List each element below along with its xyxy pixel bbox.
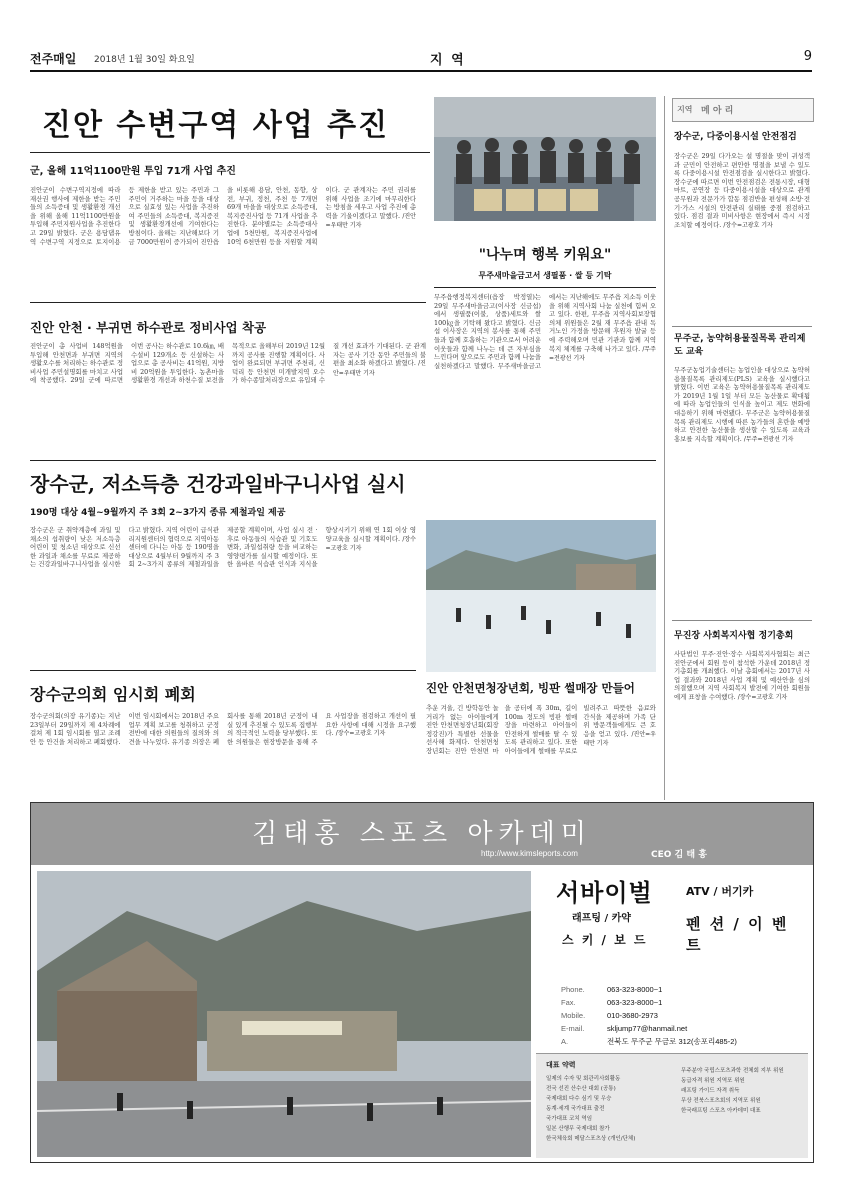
sidebar-item-2-title: 무주군, 농약허용물질목록 관리제도 교육 <box>674 334 806 357</box>
ad-history-item: 일본 산행무 국제대회 참가 <box>546 1126 610 1132</box>
ad-history-item: 무주분야 국립스포츠과학 전체회 지부 위원 <box>681 1068 784 1074</box>
ad-contact-label: Phone. <box>561 985 585 994</box>
ad-history-item: 한국체육회 메달스포츠상 (개인/단체) <box>546 1136 636 1142</box>
photo1-caption-title: "나누며 행복 키워요" <box>478 247 612 263</box>
photo2-body <box>426 704 656 794</box>
article3-byline: /장수=고광호 기자 <box>325 535 416 553</box>
ad-contact-label: Mobile. <box>561 1011 586 1020</box>
article1-headline: 진안 수변구역 사업 추진 <box>42 108 390 143</box>
ad-history-item: 동급자격 위원 지역포 위원 <box>681 1078 745 1084</box>
article4-headline: 장수군의회 임시회 폐회 <box>30 685 196 704</box>
advertisement <box>30 802 814 1163</box>
newspaper-name: 전주매일 <box>30 52 77 66</box>
article2-headline: 진안 안천 · 부귀면 하수관로 정비사업 착공 <box>30 320 267 335</box>
ad-ski: 스 키 / 보 드 <box>562 933 648 947</box>
ad-contact-row <box>561 1029 806 1046</box>
divider <box>30 670 416 671</box>
sidebar-item-3-text: 사단법인 무주·진안·장수 사회복지사협회는 최근 진안군에서 회원 등이 참석한 가운데 2018년 정기총회를 개최했다. 이날 총회에서는 2017년 사업 결과와 2018년 사업 계획 및 예산안을 심의 의결했으며 지역 사회복지 발전에 기여한 회원들에게 표창을 수여했다. <box>674 650 810 701</box>
ad-history-right <box>681 1066 806 1116</box>
ad-history-item: 일제의 수자 및 회관리사회활동 <box>546 1076 621 1082</box>
sidebar-item-1-body <box>674 152 810 322</box>
ad-atv: ATV / 버기카 <box>686 885 754 898</box>
ad-history-item: 동계·세계 국가대표 출전 <box>546 1106 605 1112</box>
sidebar-tag: 지역 <box>677 105 693 114</box>
ad-contacts <box>561 977 806 1046</box>
article1-text: 진안군이 수변구역지정에 따라 재산권 행사에 제한을 받는 주민들의 소득증대 및 생활환경 개선을 위해 올해 11억1100만원을 투입해 주민지원사업을 추진한다고 29일 밝혔다. 군은 용담댐유역 수변구역 지정으로 토지이용 등 제한을 받고 있는 주민과 그 주민이 거주하는 마을 등을 대상으로 실효성 있는 사업을 추진하여 주민들의 소득증대, 복지증진 및 생활환경개선에 기여한다는 방침이다. 올해는 지난해보다 기금 7000만원이 증가되어 진안읍을 비롯해 용담, 안천, 동향, 상전, 부귀, 정천, 주천 등 7개면 69개 마을을 대상으로 소득증대, 복지증진사업 등 71개 사업을 추진한다. 분야별로는 소득증대사업에 5천만원, 복지증진사업에 10억 6천만원 등을 지원할 계획이다. 군 관계자는 주민 권리를 위해 사업을 조기에 마무리한다는 방침을 세우고 사업 추진에 총력을 기울이겠다고 말했다. <box>30 186 416 246</box>
ad-contact-row <box>561 1016 806 1033</box>
ad-title: 김태홍 스포츠 아카데미 <box>252 819 592 849</box>
ad-brand: 서바이벌 <box>556 879 653 907</box>
divider <box>30 460 656 461</box>
ad-contact-row <box>561 990 806 1007</box>
donation-group-photo <box>434 97 656 221</box>
sidebar-item-1-title: 장수군, 다중이용시설 안전점검 <box>674 132 797 142</box>
sidebar-item-1-byline: /장수=고광호 기자 <box>723 221 773 229</box>
sled-rink-photo <box>426 520 656 672</box>
ad-history-title: 대표 약력 <box>546 1061 576 1069</box>
sidebar-tag-title: 메 아 리 <box>701 106 734 116</box>
article4-byline: /장수=고광호 기자 <box>335 730 386 738</box>
ad-contact-row <box>561 1003 806 1020</box>
column-divider <box>664 96 665 800</box>
ad-contact-label: E-mail. <box>561 1024 585 1033</box>
photo1-text: 무주읍행정복지센터(읍장 박정열)는 29일 무주새마을금고(이사장 신금섭)에서 생필품(이불, 상품)세트와 쌀 100㎏을 기탁해 왔다고 밝혔다. 신금섭 이사장은 지역의 봉사를 통해 주민들과 함께 호흡하는 기관으로서 어려운 이웃들과 함께 나누는 데 큰 자부심을 느낀다며 앞으로도 주민과 함께 나눔을 실천하겠다고 말했다. 무주새마을금고에서는 지난해에도 무주읍 지소득 이웃을 위해 지역사회 나눔 실천에 힘써 오고 있다. 한편, 무주읍 지역사회보장협의체 위원들은 2월 재 무주읍 관내 독거노인 가정을 방문해 후원자 발굴 등에 주력해오며 민관 기관과 함께 지역 복지 체계를 구축해 나가고 있다. <box>434 293 656 370</box>
ad-brand-sub: 래프팅 / 카약 <box>572 913 631 924</box>
divider <box>434 287 656 288</box>
ad-contact-value: 전북도 무주군 무금로 312(송포리485-2) <box>607 1037 737 1046</box>
issue-date: 2018년 1월 30일 화요일 <box>94 55 195 65</box>
article3-headline: 장수군, 저소득층 건강과일바구니사업 실시 <box>30 472 406 496</box>
ad-contact-value: skljump77@hanmail.net <box>607 1024 688 1033</box>
article2-text: 진안군이 총 사업비 148억원을 투입해 안천면과 부귀면 지역의 생활오수를 처리하는 하수관로 정비사업 주민설명회를 마치고 사업에 착공했다. 29일 군에 따르면 이번 공사는 하수관로 10.6㎞, 배수설비 129개소 등 신설하는 사업으로 총 공사비는 41억원, 지방비 20억원을 투입한다. 농촌마을 생활환경 개선과 하천수질 보전을 목적으로 올해부터 2019년 12월까지 공사를 진행할 계획이다. 사업이 완료되면 부귀면 주천리, 신덕리 등 안천면 미개발지역 오수가 하수종말처리장으로 유입돼 수질 개선 효과가 기대된다. 군 관계자는 공사 기간 동안 주민들의 불편을 최소화 하겠다고 밝혔다. <box>30 342 426 385</box>
page-header <box>30 48 812 72</box>
article1-byline: /진안=우태만 기자 <box>325 212 416 230</box>
article4-text: 장수군의회(의장 유기종)는 지난 23일부터 29일까지 제 4차례에 걸쳐 제 1회 임시회를 열고 조례안 등 안건을 처리하고 폐회했다. 이번 임시회에서는 2018년 주요업무 계획 보고를 청취하고 군정 전반에 대한 의원들의 질의와 의견을 나누었다. 유기종 의장은 폐회사를 통해 2018년 군정이 내실 있게 추진될 수 있도록 집행부의 적극적인 노력을 당부했다. 또한 의원들은 현장방문을 통해 주요 사업장을 점검하고 개선이 필요한 사항에 대해 시정을 요구했다. <box>30 712 416 746</box>
sidebar-item-2-body <box>674 366 810 616</box>
ad-contact-row <box>561 977 806 994</box>
photo1-byline: /무주=전광선 기자 <box>549 345 656 363</box>
sidebar-item-1-text: 장수군은 29일 다가오는 설 명절을 맞이 귀성객과 군민이 안전하고 편안한 명절을 보낼 수 있도록 다중이용시설 안전점검을 실시한다고 밝혔다. 장수군에 따르면 이번 안전점검은 전통시장, 대형마트, 공연장 등 다중이용시설을 대상으로 관계 공무원과 전문가가 합동 점검반을 편성해 소방·전기·가스 시설의 안전관리 실태를 중점 점검하고 있다. 점검 결과 미비사항은 현장에서 즉시 시정 조치할 예정이다. <box>674 152 810 229</box>
ad-history-left <box>546 1074 676 1144</box>
divider <box>672 620 812 621</box>
divider <box>30 302 426 303</box>
ad-pension: 펜 션 / 이 벤 트 <box>686 915 789 954</box>
article1-subheadline: 군, 올해 11억1100만원 투입 71개 사업 추진 <box>30 166 236 177</box>
ad-history-item: 한국래프팅 스포츠 아카데미 대표 <box>681 1108 761 1114</box>
article3-text: 장수군은 군 취약계층에 과일 및 채소의 섭취량이 낮은 저소득층 어린이 및 청소년 대상으로 신선한 과일과 채소를 무료로 제공하는 건강과일바구니사업을 실시한다고 밝혔다. 지역 어린이 급식관리지원센터의 협력으로 지역아동센터에 다니는 아동 등 190명을 대상으로 4월부터 9월까지 주 3회 2~3가지 종류의 제철과일을 제공할 계획이며, 사업 실시 전 · 후로 아동들의 식습관 및 기호도 변화, 과일섭취량 등을 비교하는 영양평가를 실시할 예정이다. 또한 올바른 식습관 인식과 지식을 향상시키기 위해 연 1회 이상 영양교육을 실시할 계획이다. <box>30 526 416 569</box>
ad-ceo: CEO 김 태 홍 <box>651 850 707 860</box>
photo2-text: 추운 겨울, 긴 방학동안 놀거리가 없는 아이들에게 진안 안천면청장년회(회장 정강진)가 특별한 선물을 선사해 화제다. 안천면청장년회는 진안 안천면 마을 공터에 폭 30m, 길이 100m 정도의 빙판 썰매장을 마련하고 아이들이 안전하게 썰매를 탈 수 있도록 관리하고 있다. 또한 아이들에게 썰매를 무료로 빌려주고 따뜻한 음료와 간식을 제공하며 가족 단위 방문객들에게도 큰 호응을 얻고 있다. <box>426 704 656 755</box>
ad-history-item: 전국 선진 산수산 대회 (공통) <box>546 1086 616 1092</box>
sidebar-item-3-body <box>674 650 810 790</box>
ad-history-item: 국가대표 코치 역임 <box>546 1116 593 1122</box>
ad-contact-value: 010-3680-2973 <box>607 1011 658 1020</box>
page-number: 9 <box>803 49 812 64</box>
ad-contact-value: 063-323-8000~1 <box>607 998 663 1007</box>
article2-body <box>30 342 426 452</box>
ad-contact-label: Fax. <box>561 998 576 1007</box>
ad-contact-value: 063-323-8000~1 <box>607 985 663 994</box>
ad-history-item: 무상 전북스포츠회의 지역포 위원 <box>681 1098 761 1104</box>
photo2-byline: /진안=우태만 기자 <box>583 730 656 748</box>
sidebar-item-2-text: 무주군농업기술센터는 농업인을 대상으로 농약허용물질목록 관리제도(PLS) 교육을 실시했다고 밝혔다. 이번 교육은 농약허용물질목록 관리제도가 2019년 1월 1일 부터 모든 농산물로 확대됨에 따라 농업인들의 인식을 높이고 제도 변화에 대응하기 위해 마련됐다. 무주군은 농약허용물질목록 관리제도 시행에 따른 농가들의 혼란을 예방하고 안전한 농산물을 생산할 수 있도록 교육과 홍보를 지속할 계획이다. <box>674 366 810 443</box>
article4-body <box>30 712 416 798</box>
article3-body <box>30 526 416 664</box>
divider <box>672 326 812 327</box>
sidebar-item-3-title: 무진장 사회복지사협 정기총회 <box>674 631 794 641</box>
article1-body <box>30 186 416 292</box>
photo1-body <box>434 293 656 455</box>
ad-services <box>536 869 806 969</box>
sidebar-tag-box <box>672 98 814 122</box>
article3-subheadline: 190명 대상 4월~9월까지 주 3회 2~3가지 종류 제철과일 제공 <box>30 508 286 518</box>
photo1-caption-subtitle: 무주새마을금고서 생필품 · 쌀 등 기탁 <box>478 271 612 280</box>
ad-history <box>536 1053 808 1158</box>
academy-photo <box>37 871 531 1157</box>
ad-banner <box>31 803 813 865</box>
sidebar-item-3-byline: /장수=고광호 기자 <box>737 693 788 701</box>
photo2-headline: 진안 안천면청장년회, 빙판 썰매장 만들어 <box>426 681 635 695</box>
divider <box>30 152 430 153</box>
section-title: 지 역 <box>430 53 466 68</box>
sidebar-item-2-byline: /무주=전광선 기자 <box>743 435 794 443</box>
article2-byline: /진안=우태만 기자 <box>333 360 426 377</box>
ad-history-item: 국제대회 다수 심기 및 우승 <box>546 1096 612 1102</box>
ad-history-item: 래프팅 가이드 자격 취득 <box>681 1088 740 1094</box>
ad-contact-label: A. <box>561 1037 569 1046</box>
ad-url[interactable]: http://www.kimsleports.com <box>481 849 578 858</box>
